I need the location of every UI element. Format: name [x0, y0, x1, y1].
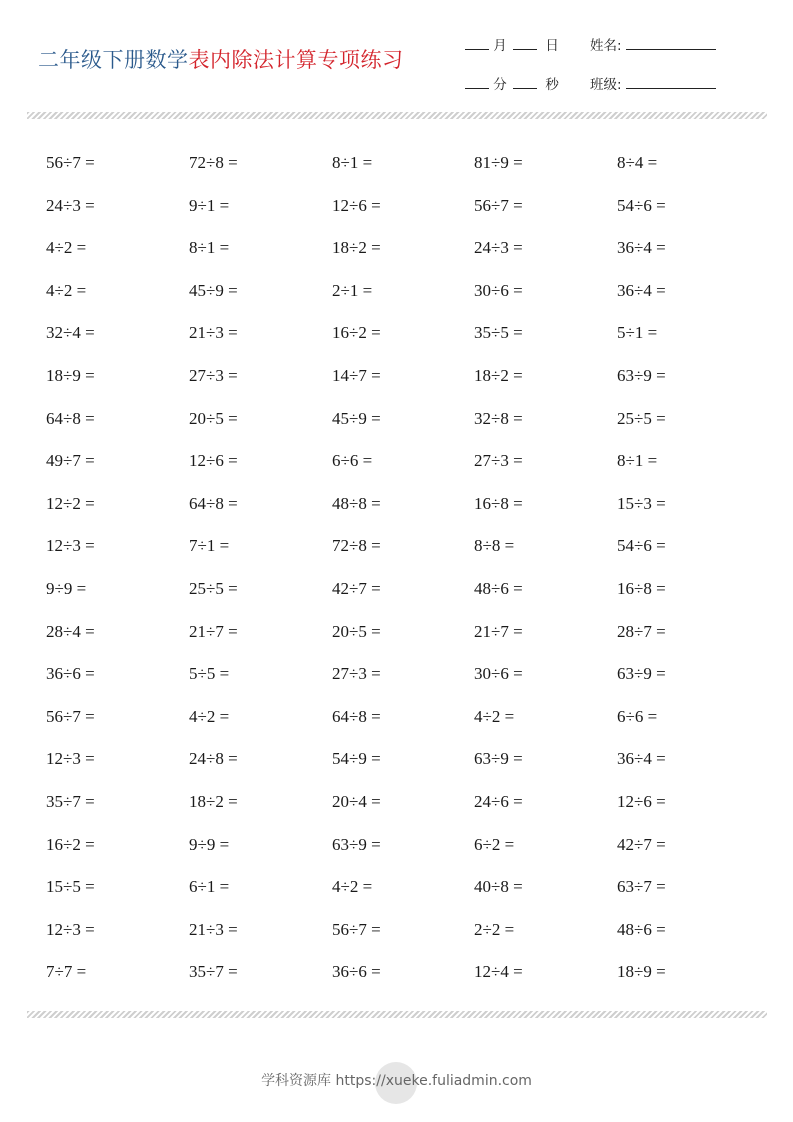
division-problem: 27÷3 = — [332, 664, 381, 684]
division-problem: 16÷2 = — [46, 834, 95, 854]
month-blank[interactable] — [465, 48, 489, 50]
division-problem: 7÷1 = — [189, 536, 230, 556]
division-problem: 18÷9 = — [617, 962, 666, 982]
division-problem: 36÷4 = — [617, 749, 666, 769]
division-problem: 6÷1 = — [189, 877, 230, 897]
problem-row — [0, 440, 793, 483]
second-blank[interactable] — [513, 87, 537, 89]
division-problem: 25÷5 = — [617, 408, 666, 428]
division-problem: 12÷6 = — [617, 791, 666, 811]
division-problem: 35÷7 = — [46, 791, 95, 811]
day-blank[interactable] — [513, 48, 537, 50]
division-problem: 72÷8 = — [189, 153, 238, 172]
problem-row — [0, 525, 793, 568]
division-problem: 56÷7 = — [46, 153, 95, 172]
problem-row — [0, 909, 793, 952]
division-problem: 30÷6 = — [474, 664, 523, 684]
minute-label: 分 — [493, 77, 507, 93]
division-problem: 12÷3 = — [46, 536, 95, 556]
division-problem: 18÷2 = — [332, 238, 381, 258]
problem-row — [0, 781, 793, 824]
problem-row — [0, 866, 793, 909]
division-problem: 5÷5 = — [189, 664, 230, 684]
division-problem: 35÷7 = — [189, 962, 238, 982]
division-problem: 4÷2 = — [46, 238, 87, 258]
division-problem: 2÷1 = — [332, 280, 373, 300]
division-problem: 32÷4 = — [46, 323, 95, 343]
division-problem: 36÷4 = — [617, 238, 666, 258]
division-problem: 15÷3 = — [617, 493, 666, 513]
division-problem: 54÷9 = — [332, 749, 381, 769]
division-problem: 64÷8 = — [46, 408, 95, 428]
day-label: 日 — [545, 38, 559, 54]
division-problem: 9÷1 = — [189, 195, 230, 215]
problem-row — [0, 653, 793, 696]
division-problem: 6÷2 = — [474, 834, 515, 854]
division-problem: 20÷5 = — [189, 408, 238, 428]
division-problem: 49÷7 = — [46, 451, 95, 471]
division-problem: 12÷6 = — [332, 195, 381, 215]
division-problem: 20÷5 = — [332, 621, 381, 641]
division-problem: 45÷9 = — [332, 408, 381, 428]
division-problem: 21÷7 = — [189, 621, 238, 641]
division-problem: 27÷3 = — [474, 451, 523, 471]
title-grade-part: 二年级下册数学 — [38, 48, 189, 72]
division-problem: 40÷8 = — [474, 877, 523, 897]
division-problem: 20÷4 = — [332, 791, 381, 811]
problem-row — [0, 483, 793, 526]
division-problem: 12÷2 = — [46, 493, 95, 513]
division-problem: 45÷9 = — [189, 280, 238, 300]
division-problem: 42÷7 = — [332, 578, 381, 598]
division-problem: 18÷2 = — [474, 365, 523, 385]
division-problem: 21÷7 = — [474, 621, 523, 641]
division-problem: 18÷9 = — [46, 365, 95, 385]
division-problem: 48÷8 = — [332, 493, 381, 513]
division-problem: 63÷9 = — [332, 834, 381, 854]
problem-grid — [0, 142, 793, 994]
division-problem: 35÷5 = — [474, 323, 523, 343]
division-problem: 42÷7 = — [617, 834, 666, 854]
division-problem: 36÷6 = — [46, 664, 95, 684]
division-problem: 4÷2 = — [332, 877, 373, 897]
division-problem: 64÷8 = — [332, 706, 381, 726]
division-problem: 6÷6 = — [332, 451, 373, 471]
division-problem: 21÷3 = — [189, 919, 238, 939]
division-problem: 7÷7 = — [46, 962, 87, 982]
name-field — [590, 34, 716, 54]
division-problem: 9÷9 = — [46, 578, 87, 598]
division-problem: 64÷8 = — [189, 493, 238, 513]
division-problem: 63÷9 = — [474, 749, 523, 769]
division-problem: 56÷7 = — [474, 195, 523, 215]
division-problem: 24÷6 = — [474, 791, 523, 811]
division-problem: 25÷5 = — [189, 578, 238, 598]
division-problem: 48÷6 = — [617, 919, 666, 939]
page-title — [38, 44, 404, 74]
division-problem: 8÷1 = — [332, 153, 373, 172]
division-problem: 14÷7 = — [332, 365, 381, 385]
class-blank[interactable] — [626, 87, 716, 89]
division-problem: 12÷4 = — [474, 962, 523, 982]
problem-row — [0, 398, 793, 441]
division-problem: 8÷4 = — [617, 153, 658, 172]
division-problem: 63÷7 = — [617, 877, 666, 897]
problem-row — [0, 696, 793, 739]
division-problem: 15÷5 = — [46, 877, 95, 897]
division-problem: 16÷8 = — [617, 578, 666, 598]
problem-row — [0, 142, 793, 185]
bottom-divider — [27, 1011, 767, 1018]
division-problem: 54÷6 = — [617, 195, 666, 215]
division-problem: 24÷3 = — [46, 195, 95, 215]
division-problem: 12÷3 = — [46, 919, 95, 939]
division-problem: 8÷8 = — [474, 536, 515, 556]
division-problem: 18÷2 = — [189, 791, 238, 811]
name-blank[interactable] — [626, 48, 716, 50]
division-problem: 30÷6 = — [474, 280, 523, 300]
division-problem: 36÷6 = — [332, 962, 381, 982]
division-problem: 27÷3 = — [189, 365, 238, 385]
month-label: 月 — [493, 38, 507, 54]
class-field — [590, 73, 716, 93]
class-label: 班级: — [590, 77, 622, 93]
problem-row — [0, 185, 793, 228]
division-problem: 54÷6 = — [617, 536, 666, 556]
time-field — [465, 73, 559, 93]
division-problem: 28÷4 = — [46, 621, 95, 641]
problem-row — [0, 355, 793, 398]
title-topic-part: 表内除法计算专项练习 — [188, 48, 404, 72]
division-problem: 63÷9 = — [617, 664, 666, 684]
footer-source: 学科资源库 https://xueke.fuliadmin.com — [261, 1073, 532, 1089]
division-problem: 48÷6 = — [474, 578, 523, 598]
division-problem: 6÷6 = — [617, 706, 658, 726]
problem-row — [0, 951, 793, 994]
top-divider — [27, 112, 767, 119]
problem-row — [0, 568, 793, 611]
division-problem: 9÷9 = — [189, 834, 230, 854]
division-problem: 16÷2 = — [332, 323, 381, 343]
division-problem: 24÷3 = — [474, 238, 523, 258]
division-problem: 63÷9 = — [617, 365, 666, 385]
division-problem: 36÷4 = — [617, 280, 666, 300]
division-problem: 8÷1 = — [189, 238, 230, 258]
division-problem: 4÷2 = — [474, 706, 515, 726]
division-problem: 2÷2 = — [474, 919, 515, 939]
problem-row — [0, 270, 793, 313]
problem-row — [0, 611, 793, 654]
division-problem: 56÷7 = — [46, 706, 95, 726]
division-problem: 12÷3 = — [46, 749, 95, 769]
division-problem: 24÷8 = — [189, 749, 238, 769]
problem-row — [0, 312, 793, 355]
division-problem: 8÷1 = — [617, 451, 658, 471]
division-problem: 56÷7 = — [332, 919, 381, 939]
division-problem: 32÷8 = — [474, 408, 523, 428]
division-problem: 16÷8 = — [474, 493, 523, 513]
problem-row — [0, 824, 793, 867]
division-problem: 5÷1 = — [617, 323, 658, 343]
problem-row — [0, 227, 793, 270]
name-label: 姓名: — [590, 38, 622, 54]
division-problem: 12÷6 = — [189, 451, 238, 471]
minute-blank[interactable] — [465, 87, 489, 89]
division-problem: 4÷2 = — [46, 280, 87, 300]
second-label: 秒 — [545, 77, 559, 93]
division-problem: 21÷3 = — [189, 323, 238, 343]
division-problem: 81÷9 = — [474, 153, 523, 172]
division-problem: 4÷2 = — [189, 706, 230, 726]
division-problem: 28÷7 = — [617, 621, 666, 641]
date-field — [465, 34, 559, 54]
division-problem: 72÷8 = — [332, 536, 381, 556]
problem-row — [0, 738, 793, 781]
